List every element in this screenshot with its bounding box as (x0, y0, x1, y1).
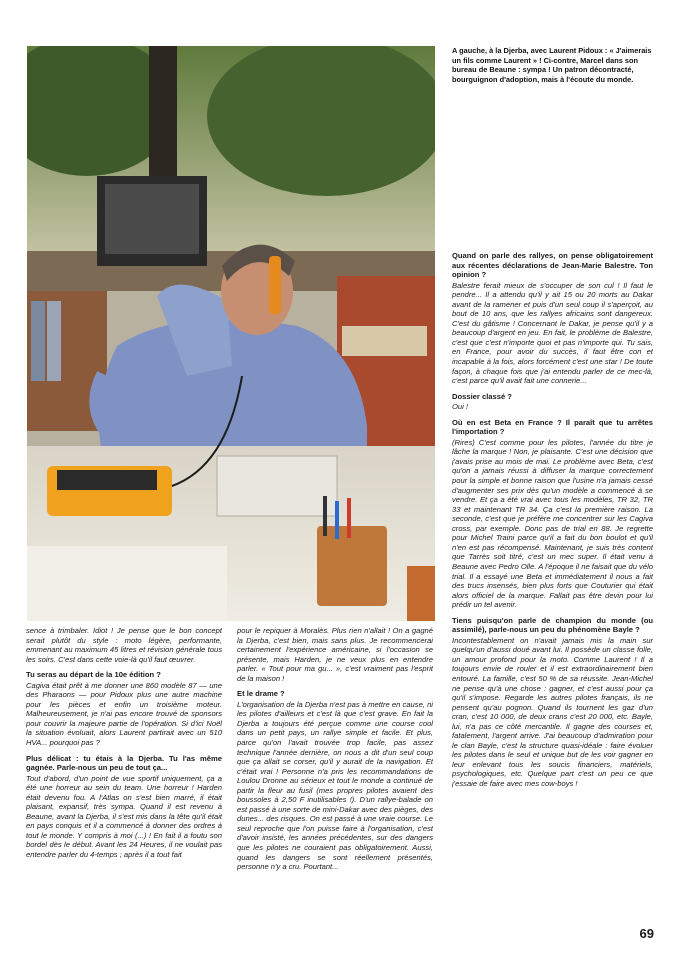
photo-caption: A gauche, à la Djerba, avec Laurent Pidoux : « J'aimerais un fils comme Laurent » ! Ci-contre, Marcel dans son bureau de Beaune : sympa ! Un patron décontracté, bourguignon d'adoption, mais à l'écoute du monde. (452, 46, 652, 84)
answer-paragraph: Incontestablement on n'avait jamais mis la main sur quelqu'un d'aussi doué avant lui. Il possède un classe folle, un amour profond pour la moto. Comme Laurent ! Il a toujours envie de rouler et il est extraordinairement bien entouré. La famille, c'est 50 % de sa réussite. Jean-Michel ne pense qu'à une chose : gagner, et c'est aussi pour ça qu'il s'impose. Regarde les autres pilotes français, ils ne pensent qu'au pognon. Quand ils tournent les gaz d'un cran, c'est 10 000, de deux crans c'est 20 000, etc. Bayle, lui, n'a pas ce côté mercantile. Il gagne des courses et, fatalement, l'argent arrive. J'ai beaucoup d'admiration pour le clan Bayle, c'est la structure quasi-idéale : faire évoluer les pilotes dans le seul et unique but de les voir gagner en leur enlevant tous les soucis financiers, matériels, psychologiques, etc. Quelque part c'est un peu ce que j'essaie de faire avec mes cow-boys ! (452, 635, 653, 788)
column-1 (26, 626, 222, 926)
page-number: 69 (639, 926, 654, 941)
column-3 (452, 251, 653, 941)
question-heading: Dossier classé ? (452, 391, 512, 401)
answer-paragraph: (Rires) C'est comme pour les pilotes, l'année du titre je lâche la marque ! Non, je plaisante. C'est une décision que j'avais prise au mois de mai. Le problème avec Beta, c'est qu'on a jamais réussi à diffuser la marque correctement pour la simple et bonne raison que l'usine n'a jamais cessé d'augmenter ses prix dès qu'un modèle a commencé à se vendre. Et ça a été vrai avec tous les modèles, TR 32, TR 33 et maintenant TR 34. Ça c'est la première raison. La seconde, c'est que je préfère me concentrer sur les Cagiva cross, par exemple. Donc pas de trial en 88. Je regrette pour Michel Traini parce qu'il a fait du bon boulot et qu'il n'en est pas récompensé. Maintenant, je suis très content que Tarrès soit titré, c'est un mec super. Il était venu à Beaune avec Pedro Olle. A l'époque il ne faisait que du vélo trial. Il a essayé une Beta et immédiatement il nous a fait des trucs insensés, bien plus forts que Couturier qui était alors officiel de la marque. Fallait pas être devin pour lui prédir un tel avenir. (452, 437, 653, 610)
question-heading: Tiens puisqu'on parle de champion du monde (ou assimilé), parle-nous un peu du phénomène Bayle ? (452, 615, 653, 635)
answer-paragraph: Tout d'abord, d'un point de vue sportif uniquement, ça a été une horreur au sein du team. Une horreur ! Harden était devenu fou. A l'Atlas on s'est bien marré, il était plaisant, expansif, très sympa. Quand il est revenu à Beaune, avant la Djerba, il s'est mis dans la tête qu'il était en pays conquis et il a commencé à donner des ordres à tout le monde. Y compris à moi (...) ! En fait il a foutu son bordel dès le début. Avant les 24 Heures, il ne voulait pas entendre parler du 4-temps ; après il a tout fait (26, 773, 222, 860)
article-photo (27, 46, 435, 621)
question-heading: Tu seras au départ de la 10e édition ? (26, 670, 161, 680)
answer-paragraph: Oui ! (452, 402, 469, 412)
question-heading: Où en est Beta en France ? Il paraît que tu arrêtes l'importation ? (452, 417, 653, 437)
question-heading: Et le drame ? (237, 689, 285, 699)
question-heading: Plus délicat : tu étais à la Djerba. Tu l'as même gagnée. Parle-nous un peu de tout ça... (26, 753, 222, 773)
answer-paragraph: Cagiva était prêt à me donner une 860 modèle 87 — une des Pharaons — pour Pidoux plus une autre machine pour les pièces et enfin un troisième moteur. Malheureusement, je n'ai pas encore trouvé de sponsors pour couvrir la majeure partie de l'opération. Si d'ici Noël la situation évoluait, alors Laurent partirait avec un 510 HVA... pourquoi pas ? (26, 680, 222, 748)
answer-paragraph: sence à trimbaler. Idiot ! Je pense que le bon concept serait plutôt du style : moto légère, performante, emmenant au maximum 45 litres et révision générale tous les soirs. C'est dans cette voie-là qu'il faut œuvrer. (26, 626, 222, 664)
answer-paragraph: pour le repiquer à Moralès. Plus rien n'allait ! On a gagné la Djerba, c'est bien, mais sans plus. Je recommencerai certainement l'expérience américaine, si l'occasion se présente, mais Harden, je ne veux plus en entendre parler. « Tout pour ma gu... », c'est vraiment pas l'esprit de la maison ! (237, 626, 433, 683)
answer-paragraph: L'organisation de la Djerba n'est pas à mettre en cause, ni les pilotes d'ailleurs et c'est là que c'est grave. En fait la Djerba a toujours été perçue comme une course cool dans un petit pays, un rallye simple et facile. Et plus, parce qu'on l'avait trouvée trop facile, pas assez technique l'année dernière, on nous a dit d'un seul coup que ça allait se corser, qu'il y aurait de la navigation. Et c'était vrai ! Personne n'a pris les recommandations de Loulou Dronne au sérieux et tout le monde a continué de partir la fleur au fusil (mes propres pilotes avaient des boussoles à 2,50 F inutilisables !). D'un rallye-balade on est passé à une sorte de mini-Dakar avec des pièges, des dunes... des risques. On est passé à une vraie course. Le seul reproche que l'on puisse faire à l'organisation, c'est d'avoir insisté, les années précédentes, sur des dangers que les pilotes ne couraient pas obligatoirement. Aussi, quand les dangers se sont réellement présentés, personne n'y a cru. Pourtant... (237, 699, 433, 872)
answer-paragraph: Balestre ferait mieux de s'occuper de son cul ! Il faut le pendre... Il a attendu qu'il y ait 15 ou 20 morts au Dakar avant de la ramener et puis d'un seul coup il s'aperçoit, au bout de 10 ans, que les rallyes africains sont dangereux. C'est du gâtisme ! Concernant le Dakar, je pense qu'il y a beaucoup d'argent en jeu. En fait, le problème de Balestre, c'est que c'est n'importe quoi et pas n'importe qui. Tu sais, en France, pour avoir du succès, il faut être con et incapable à la fois, alors forcément c'est une star ! De toute façon, à chaque fois que j'ai entendu parler de ce mec-là, c'est parce qu'il avait fait une connerie... (452, 280, 653, 386)
question-heading: Quand on parle des rallyes, on pense obligatoirement aux récentes déclarations de Jean-Marie Balestre. Ton opinion ? (452, 251, 653, 280)
column-2 (237, 626, 433, 926)
